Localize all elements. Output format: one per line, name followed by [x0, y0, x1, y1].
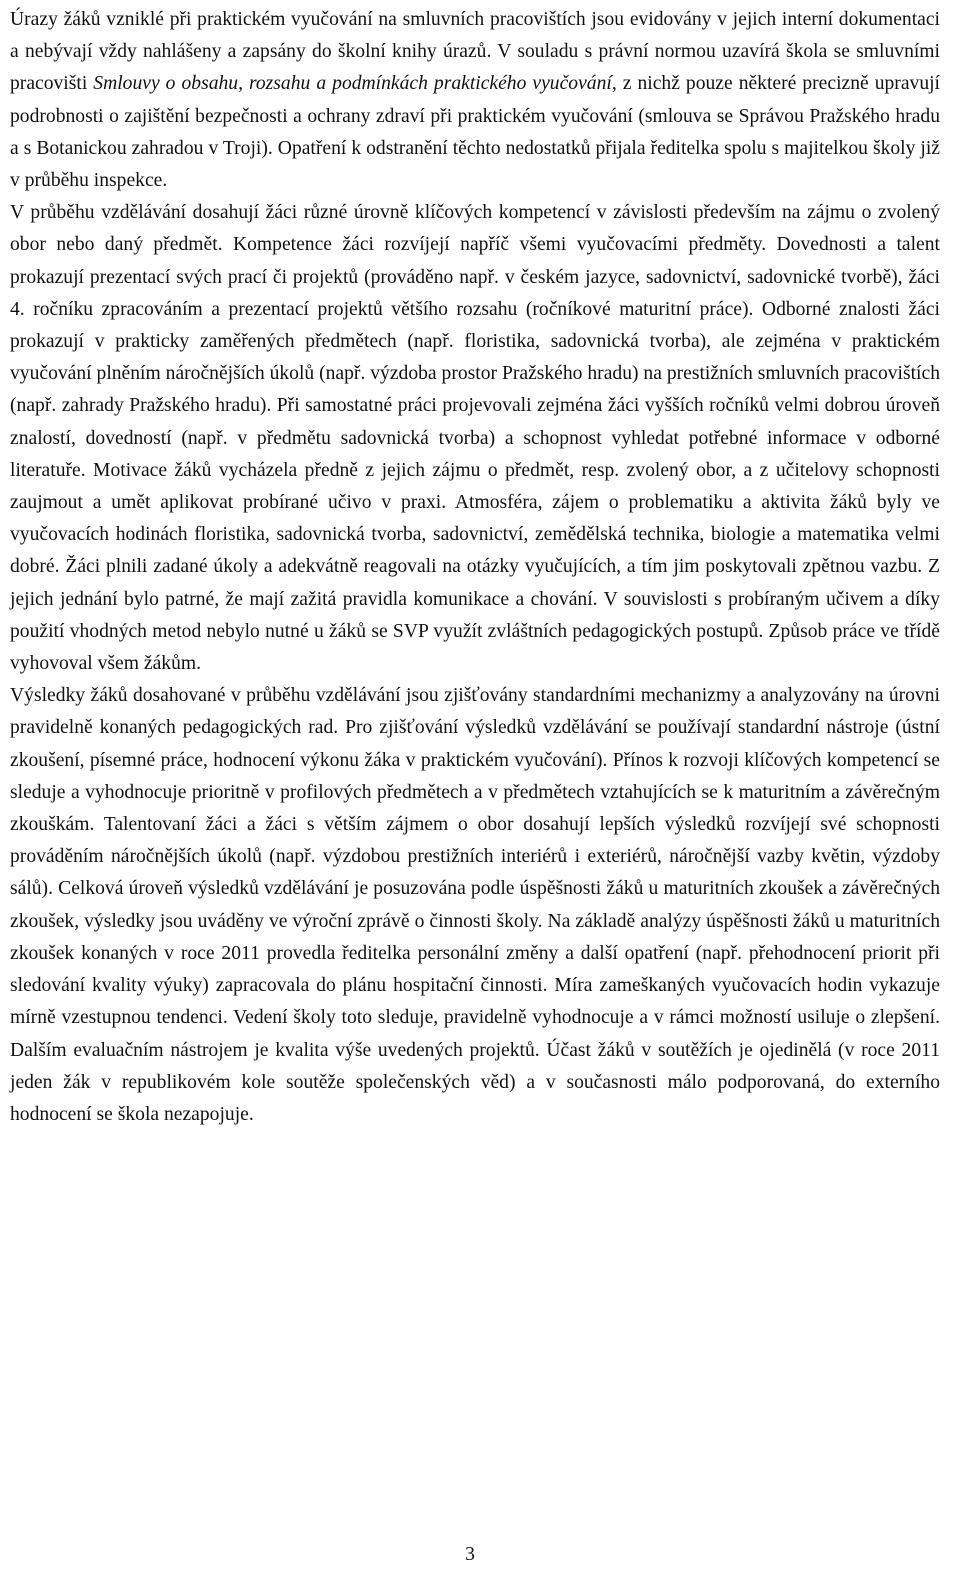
body-text: [10, 4, 940, 1131]
paragraph-results: Výsledky žáků dosahované v průběhu vzdělávání jsou zjišťovány standardními mechanizmy a analyzovány na úrovni pravidelně konaných pedagogických rad. Pro zjišťování výsledků vzdělávání se používají standardní nástroje (ústní zkoušení, písemné práce, hodnocení výkonu žáka v praktickém vyučování). Přínos k rozvoji klíčových kompetencí se sleduje a vyhodnocuje prioritně v profilových předmětech a v předmětech vztahujících se k maturitním a závěrečným zkouškám. Talentovaní žáci a žáci s větším zájmem o obor dosahují lepších výsledků rozvíjejí své schopnosti prováděním náročnějších úkolů (např. výzdobou prestižních interiérů i exteriérů, náročnější vazby květin, výzdoby sálů). Celková úroveň výsledků vzdělávání je posuzována podle úspěšnosti žáků u maturitních zkoušek a závěrečných zkoušek, výsledky jsou uváděny ve výroční zprávě o činnosti školy. Na základě analýzy úspěšnosti žáků u maturitních zkoušek konaných v roce 2011 provedla ředitelka personální změny a další opatření (např. přehodnocení priorit při sledování kvality výuky) zapracovala do plánu hospitační činnosti. Míra zameškaných vyučovacích hodin vykazuje mírně vzestupnou tendenci. Vedení školy toto sleduje, pravidelně vyhodnocuje a v rámci možností usiluje o zlepšení. Dalším evaluačním nástrojem je kvalita výše uvedených projektů. Účast žáků v soutěžích je ojedinělá (v roce 2011 jeden žák v republikovém kole soutěže společenských věd) a v současnosti málo podporovaná, do externího hodnocení se škola nezapojuje.: [10, 685, 940, 1125]
paragraph-safety-part1: Úrazy žáků vzniklé při praktickém vyučování na smluvních pracovištích jsou evidovány v jejich interní dokumentaci a nebývají vždy nahlášeny a zapsány do školní knihy úrazů. V souladu s právní normou uzavírá škola se smluvními pracovišti: [10, 9, 940, 95]
contract-title: Smlouvy o obsahu, rozsahu a podmínkách praktického vyučování: [93, 73, 612, 95]
page-number: 3: [465, 1544, 475, 1565]
paragraph-competences: V průběhu vzdělávání dosahují žáci různé úrovně klíčových kompetencí v závislosti především na zájmu o zvolený obor nebo daný předmět. Kompetence žáci rozvíjejí napříč všemi vyučovacími předměty. Dovednosti a talent prokazují prezentací svých prací či projektů (prováděno např. v českém jazyce, sadovnictví, sadovnické tvorbě), žáci 4. ročníku zpracováním a prezentací projektů většího rozsahu (ročníkové maturitní práce). Odborné znalosti žáci prokazují v prakticky zaměřených předmětech (např. floristika, sadovnická tvorba), ale zejména v praktickém vyučování plněním náročnějších úkolů (např. výzdoba prostor Pražského hradu) na prestižních smluvních pracovištích (např. zahrady Pražského hradu). Při samostatné práci projevovali zejména žáci vyšších ročníků velmi dobrou úroveň znalostí, dovedností (např. v předmětu sadovnická tvorba) a schopnost vyhledat potřebné informace v odborné literatuře. Motivace žáků vycházela předně z jejich zájmu o předmět, resp. zvolený obor, a z učitelovy schopnosti zaujmout a umět aplikovat probírané učivo v praxi. Atmosféra, zájem o problematiku a aktivita žáků byly ve vyučovacích hodinách floristika, sadovnická tvorba, sadovnictví, zemědělská technika, biologie a matematika velmi dobré. Žáci plnili zadané úkoly a adekvátně reagovali na otázky vyučujících, a tím jim poskytovali zpětnou vazbu. Z jejich jednání bylo patrné, že mají zažitá pravidla komunikace a chování. V souvislosti s probíraným učivem a díky použití vhodných metod nebylo nutné u žáků se SVP využít zvláštních pedagogických postupů. Způsob práce ve třídě vyhovoval všem žákům.: [10, 202, 940, 675]
paragraph-safety-part2: , z nichž pouze některé precizně upravují podrobnosti o zajištění bezpečnosti a ochrany zdraví při praktickém vyučování (smlouva se Správou Pražského hradu a s Botanickou zahradou v Troji). Opatření k odstranění těchto nedostatků přijala ředitelka spolu s majitelkou školy již v průběhu inspekce.: [10, 73, 941, 192]
paragraph-safety: [10, 4, 940, 197]
